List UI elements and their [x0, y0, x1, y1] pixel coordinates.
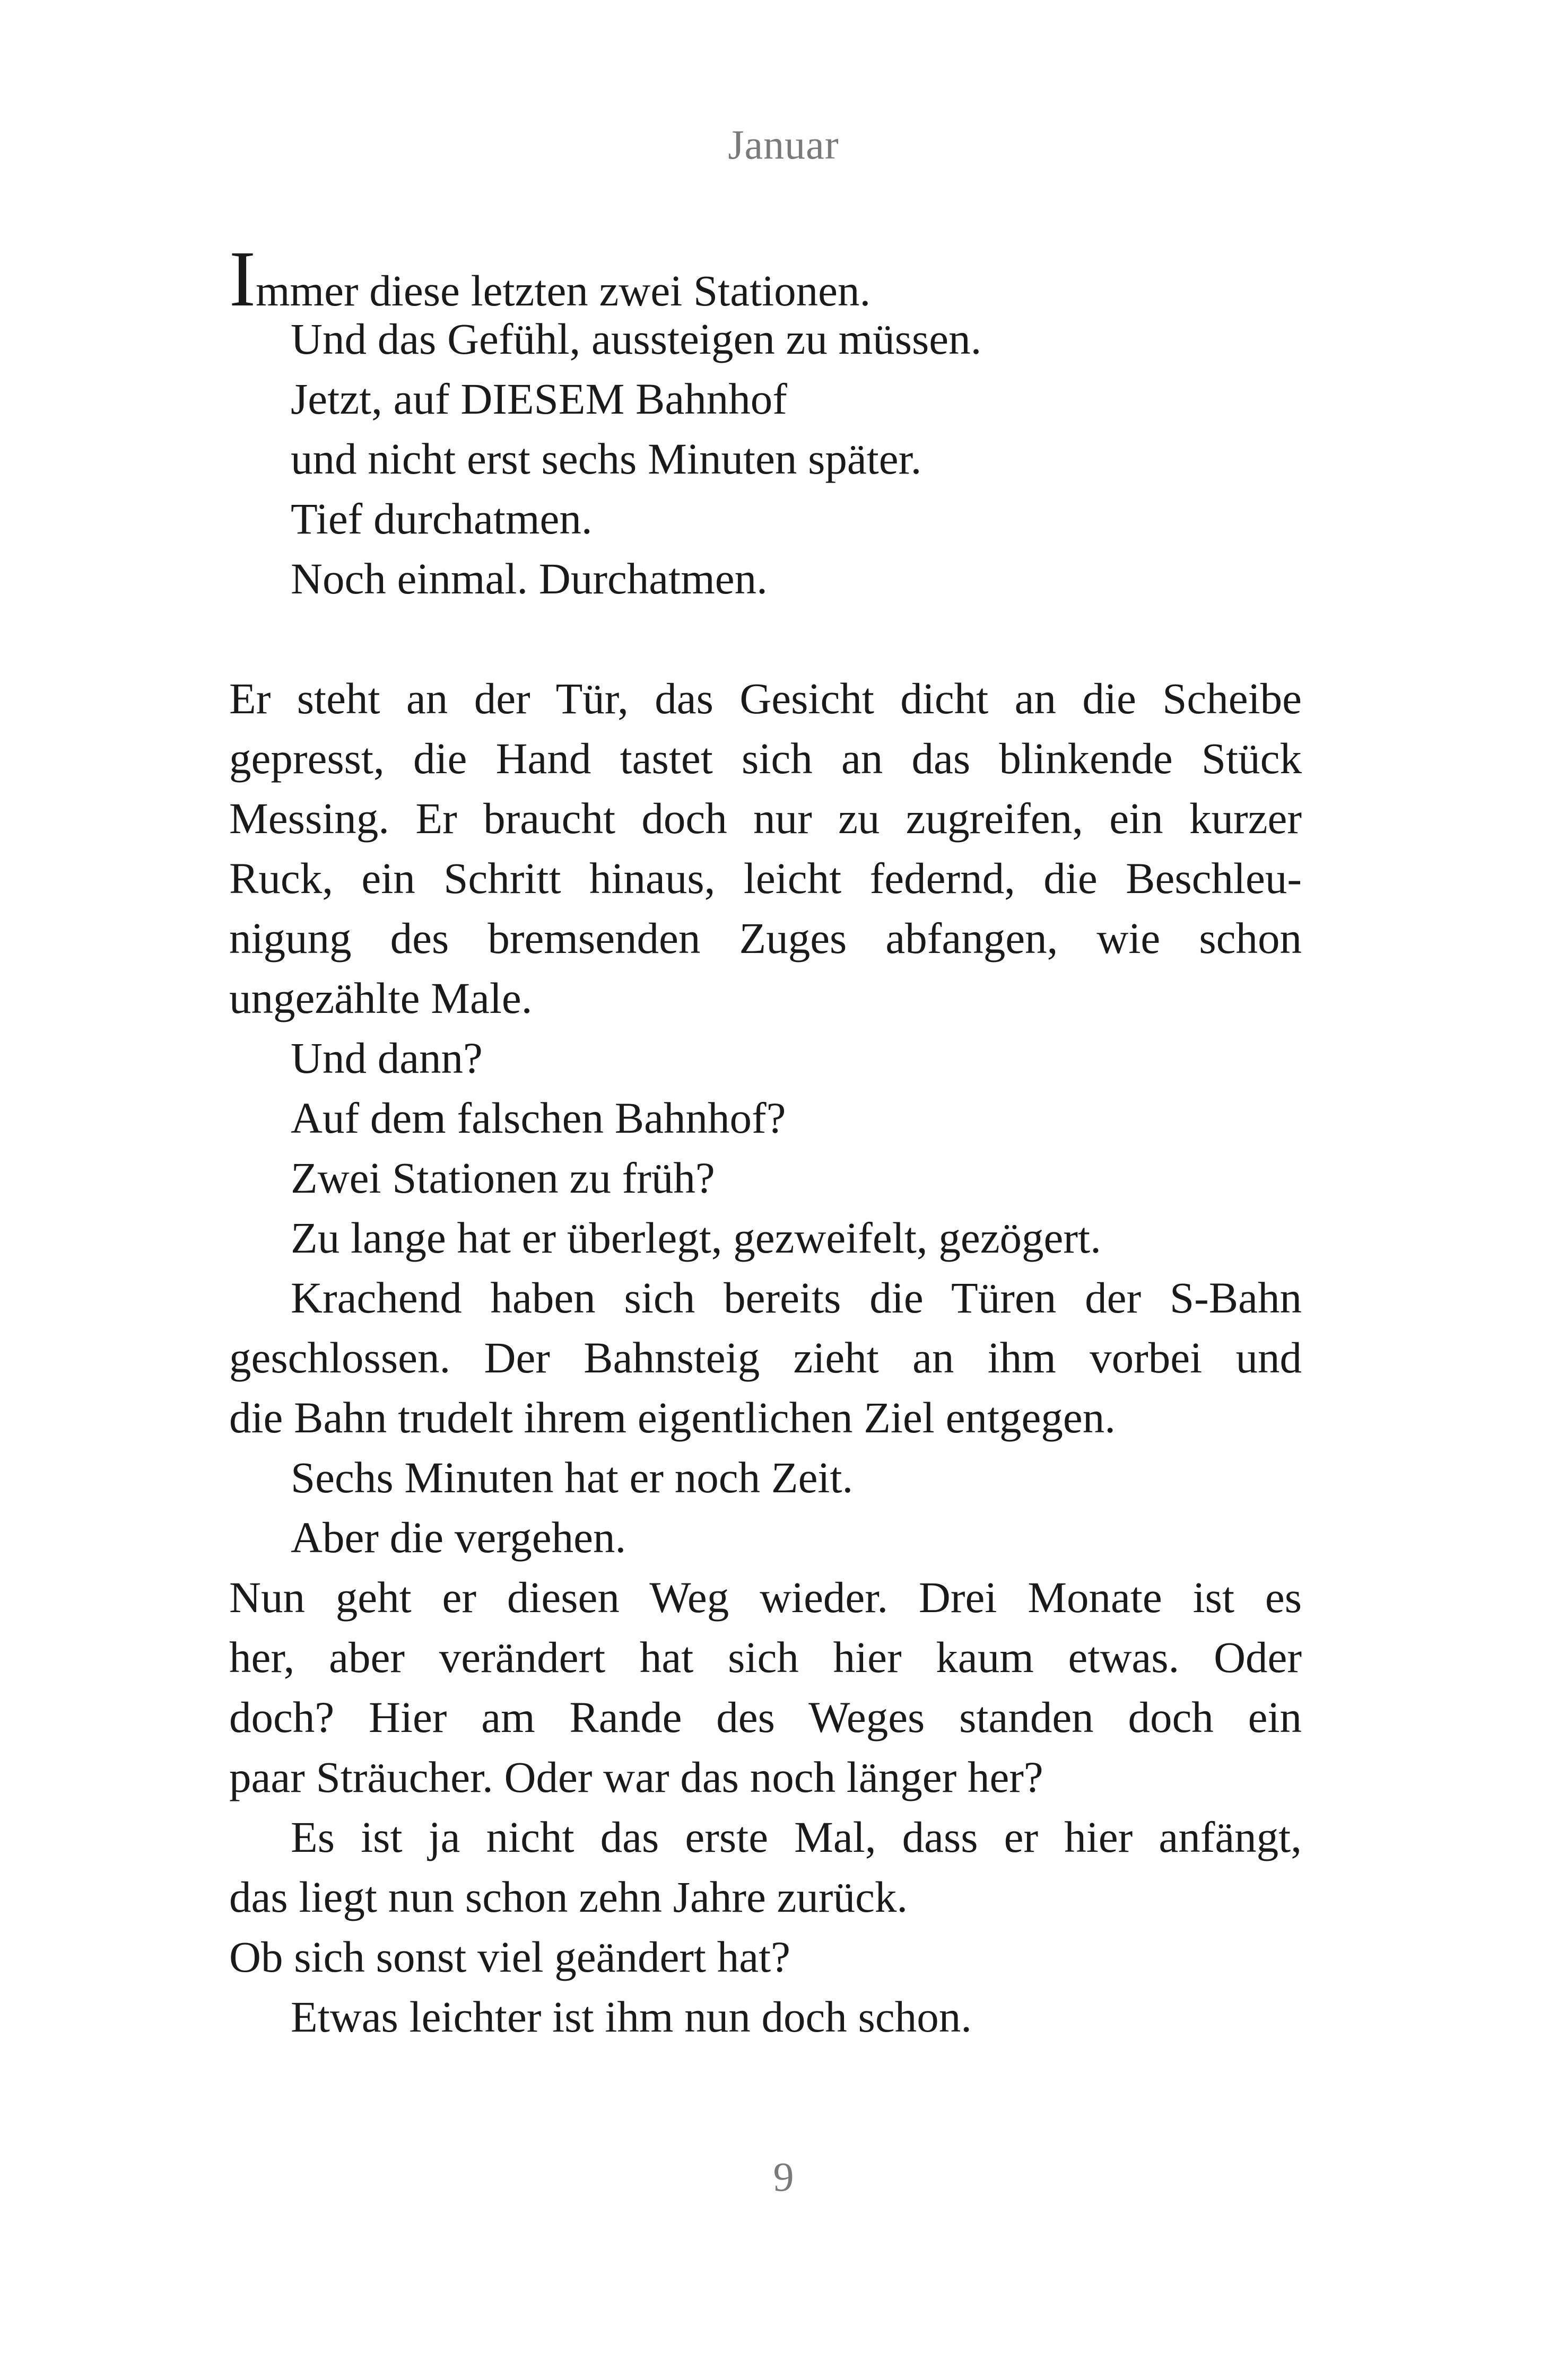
text-line: gepresst, die Hand tastet sich an das blinkende Stück [229, 734, 1302, 783]
text-line: Ob sich sonst viel geändert hat? [229, 1932, 790, 1981]
text-line: geschlossen. Der Bahnsteig zieht an ihm vorbei und [229, 1333, 1302, 1382]
text-line: das liegt nun schon zehn Jahre zurück. [229, 1872, 908, 1921]
body-text [229, 235, 1302, 2047]
text-line: ungezählte Male. [229, 974, 533, 1022]
text-line: Ruck, ein Schritt hinaus, leicht federnd, die Beschleu- [229, 854, 1302, 903]
text-line: Etwas leichter ist ihm nun doch schon. [291, 1992, 972, 2041]
blank-line [229, 609, 1302, 669]
text-line: paar Sträucher. Oder war das noch länger her? [229, 1753, 1043, 1801]
text-line: und nicht erst sechs Minuten später. [291, 434, 922, 483]
text-line: Auf dem falschen Bahnhof? [291, 1093, 786, 1142]
first-line-text: mmer diese letzten zwei Stationen. [255, 266, 871, 315]
page-number: 9 [773, 2154, 794, 2200]
text-line: Aber die vergehen. [291, 1513, 626, 1562]
text-line: Es ist ja nicht das erste Mal, dass er hier anfängt, [291, 1813, 1302, 1861]
text-line: Noch einmal. Durchatmen. [291, 554, 768, 603]
running-header: Januar [728, 121, 839, 168]
text-line: her, aber verändert hat sich hier kaum etwas. Oder [229, 1633, 1302, 1682]
text-line: Nun geht er diesen Weg wieder. Drei Monate ist es [229, 1573, 1302, 1622]
text-line: Und das Gefühl, aussteigen zu müssen. [291, 314, 982, 363]
text-line: Zwei Stationen zu früh? [291, 1153, 715, 1202]
text-line: Jetzt, auf DIESEM Bahnhof [291, 374, 787, 423]
text-line: doch? Hier am Rande des Weges standen doch ein [229, 1693, 1302, 1742]
text-line: Krachend haben sich bereits die Türen der S-Bahn [291, 1273, 1302, 1322]
text-line: Er steht an der Tür, das Gesicht dicht an die Scheibe [229, 674, 1302, 723]
text-line: Und dann? [291, 1034, 483, 1082]
text-line: Zu lange hat er überlegt, gezweifelt, gezögert. [291, 1213, 1101, 1262]
text-line: Messing. Er braucht doch nur zu zugreifen, ein kurzer [229, 794, 1302, 843]
text-line: Sechs Minuten hat er noch Zeit. [291, 1453, 854, 1502]
text-line: die Bahn trudelt ihrem eigentlichen Ziel entgegen. [229, 1393, 1116, 1442]
first-line [229, 235, 1302, 323]
text-line: Tief durchatmen. [291, 494, 593, 543]
initial-letter: I [229, 235, 256, 323]
text-line: nigung des bremsenden Zuges abfangen, wie schon [229, 914, 1302, 962]
